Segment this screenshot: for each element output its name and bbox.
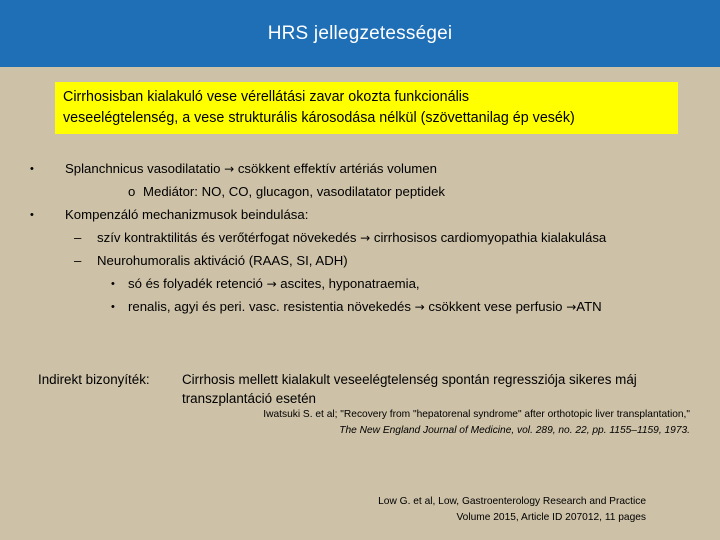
evidence-label: Indirekt bizonyíték: bbox=[38, 372, 150, 387]
sub-1-result: ascites, hyponatraemia, bbox=[280, 276, 420, 291]
dash-1-result: cirrhosisos cardiomyopathia kialakulása bbox=[373, 230, 607, 245]
arrow-icon: → bbox=[414, 300, 425, 314]
arrow-icon: → bbox=[224, 162, 235, 176]
sub-2-middle: csökkent vese perfusio bbox=[428, 299, 563, 314]
bullet-2-dash-2: Neurohumoralis aktiváció (RAAS, SI, ADH) bbox=[97, 253, 348, 268]
sub-bullet-marker: • bbox=[111, 278, 115, 290]
bullet-marker: • bbox=[30, 163, 34, 175]
definition-line-1: Cirrhosisban kialakuló vese vérellátási zavar okozta funkcionális bbox=[63, 89, 470, 105]
reference-2 bbox=[378, 494, 646, 526]
reference-1-line-2: The New England Journal of Medicine, vol. 289, no. 22, pp. 1155–1159, 1973. bbox=[339, 425, 690, 436]
sub-2-text: renalis, agyi és peri. vasc. resistentia növekedés bbox=[128, 299, 411, 314]
bullet-1-result: csökkent effektív artériás volumen bbox=[237, 161, 437, 176]
bullet-2-sub-1 bbox=[128, 275, 420, 293]
bullet-2: Kompenzáló mechanizmusok beindulása: bbox=[65, 207, 309, 222]
bullet-1-text: Splanchnicus vasodilatatio bbox=[65, 161, 221, 176]
reference-2-line-2: Volume 2015, Article ID 207012, 11 pages bbox=[456, 512, 646, 523]
reference-2-line-1: Low G. et al, Low, Gastroenterology Research and Practice bbox=[378, 496, 646, 507]
dash-1-text: szív kontraktilitás és verőtérfogat növekedés bbox=[97, 230, 357, 245]
slide-title: HRS jellegzetességei bbox=[267, 22, 453, 44]
definition-box bbox=[55, 82, 678, 134]
arrow-icon: → bbox=[360, 231, 371, 245]
reference-1 bbox=[263, 407, 690, 439]
evidence-line-2: transzplantáció esetén bbox=[182, 391, 316, 406]
evidence-text bbox=[182, 370, 702, 408]
dash-marker: – bbox=[74, 253, 82, 268]
evidence-line-1: Cirrhosis mellett kialakult veseelégtelenség spontán regressziója sikeres máj bbox=[182, 372, 637, 387]
sub-1-text: só és folyadék retenció bbox=[128, 276, 263, 291]
definition-line-2: veseelégtelenség, a vese strukturális károsodása nélkül (szövettanilag ép vesék) bbox=[63, 110, 575, 126]
sub-bullet-marker: • bbox=[111, 301, 115, 313]
arrow-icon: → bbox=[266, 277, 277, 291]
arrow-icon: → bbox=[566, 300, 577, 314]
bullet-1-sub: Mediátor: NO, CO, glucagon, vasodilatator peptidek bbox=[143, 184, 446, 199]
bullet-2-dash-1 bbox=[97, 229, 606, 247]
sub-2-result: ATN bbox=[576, 299, 602, 314]
bullet-marker: • bbox=[30, 209, 34, 221]
bullet-2-sub-2 bbox=[128, 298, 602, 316]
bullet-1 bbox=[65, 160, 437, 178]
reference-1-line-1: Iwatsuki S. et al; "Recovery from "hepatorenal syndrome" after orthotopic liver transplantation," bbox=[263, 409, 690, 420]
dash-marker: – bbox=[74, 230, 82, 245]
sub-bullet-marker: o bbox=[128, 184, 136, 199]
slide-header bbox=[0, 0, 720, 67]
